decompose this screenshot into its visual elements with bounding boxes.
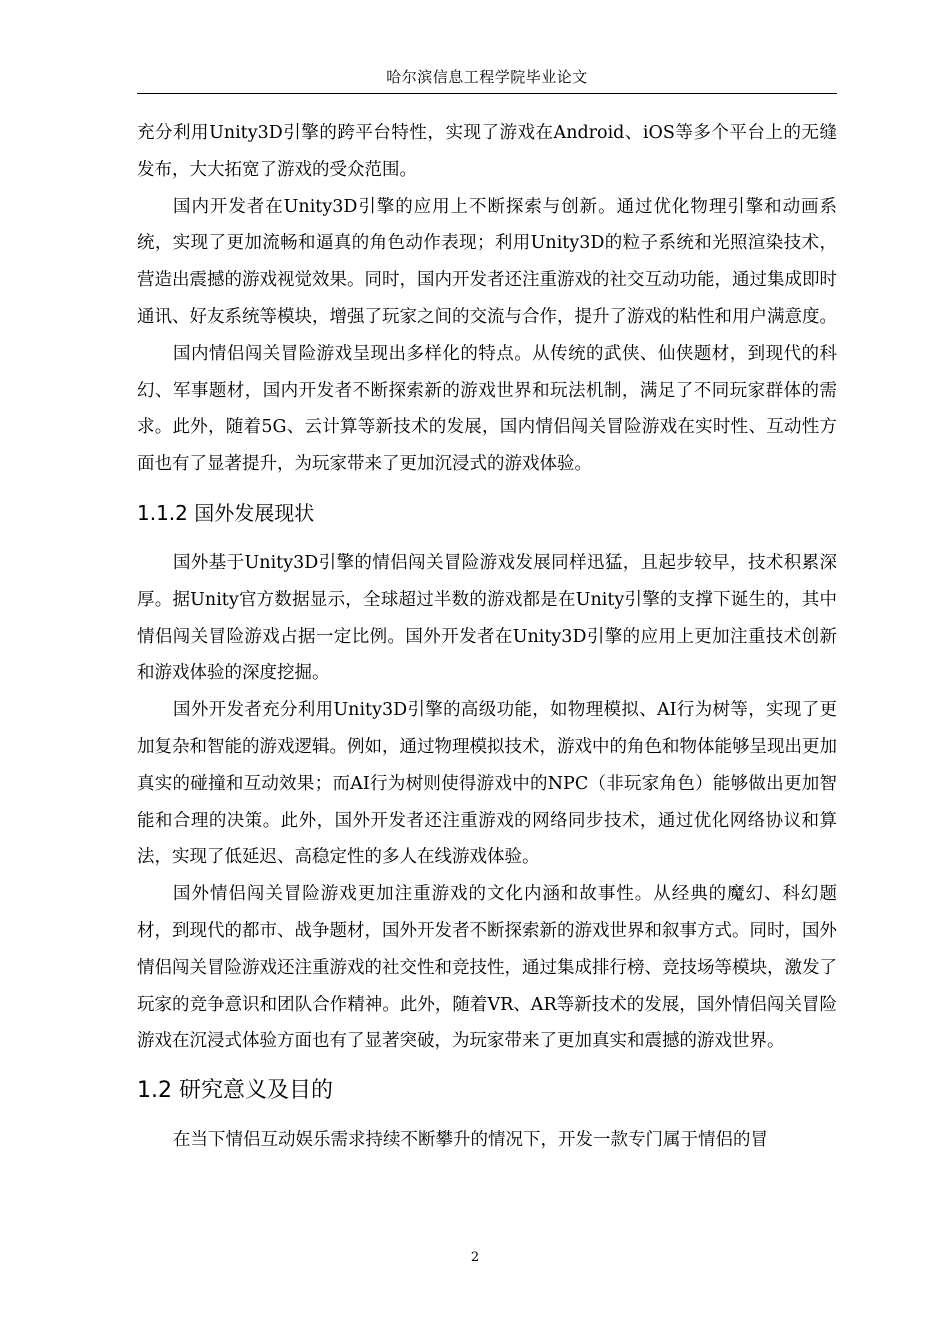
paragraph-foreign-culture: 国外情侣闯关冒险游戏更加注重游戏的文化内涵和故事性。从经典的魔幻、科幻题材，到现代的都市、战争题材，国外开发者不断探索新的游戏世界和叙事方式。同时，国外情侣闯关冒险游戏还注重游戏的社交性和竞技性，通过集成排行榜、竞技场等模块，激发了玩家的竞争意识和团队合作精神。此外，随着VR、AR等新技术的发展，国外情侣闯关冒险游戏在沉浸式体验方面也有了显著突破，为玩家带来了更加真实和震撼的游戏世界。 [137, 884, 837, 1052]
page-content [137, 115, 837, 1159]
paragraph-foreign-overview: 国外基于Unity3D引擎的情侣闯关冒险游戏发展同样迅猛，且起步较早，技术积累深厚。据Unity官方数据显示，全球超过半数的游戏都是在Unity引擎的支撑下诞生的，其中情侣闯关冒险游戏占据一定比例。国外开发者在Unity3D引擎的应用上更加注重技术创新和游戏体验的深度挖掘。 [137, 552, 837, 684]
paragraph-foreign-technology: 国外开发者充分利用Unity3D引擎的高级功能，如物理模拟、AI行为树等，实现了更加复杂和智能的游戏逻辑。例如，通过物理模拟技术，游戏中的角色和物体能够呈现出更加真实的碰撞和互动效果；而AI行为树则使得游戏中的NPC（非玩家角色）能够做出更加智能和合理的决策。此外，国外开发者还注重游戏的网络同步技术，通过优化网络协议和算法，实现了低延迟、高稳定性的多人在线游戏体验。 [137, 700, 837, 868]
paragraph-domestic-innovation: 国内开发者在Unity3D引擎的应用上不断探索与创新。通过优化物理引擎和动画系统，实现了更加流畅和逼真的角色动作表现；利用Unity3D的粒子系统和光照渲染技术，营造出震撼的游戏视觉效果。同时，国内开发者还注重游戏的社交互动功能，通过集成即时通讯、好友系统等模块，增强了玩家之间的交流与合作，提升了游戏的粘性和用户满意度。 [137, 196, 837, 327]
running-header: 哈尔滨信息工程学院毕业论文 [386, 68, 588, 86]
section-heading-1-1-2: 1.1.2 国外发展现状 [137, 500, 315, 525]
section-heading-1-2: 1.2 研究意义及目的 [137, 1078, 333, 1104]
paragraph-research-significance: 在当下情侣互动娱乐需求持续不断攀升的情况下，开发一款专门属于情侣的冒 [173, 1130, 768, 1151]
header-rule [137, 93, 837, 94]
page-number: 2 [470, 1250, 480, 1265]
paragraph-domestic-diversity: 国内情侣闯关冒险游戏呈现出多样化的特点。从传统的武侠、仙侠题材，到现代的科幻、军事题材，国内开发者不断探索新的游戏世界和玩法机制，满足了不同玩家群体的需求。此外，随着5G、云计算等新技术的发展，国内情侣闯关冒险游戏在实时性、互动性方面也有了显著提升，为玩家带来了更加沉浸式的游戏体验。 [137, 343, 837, 475]
paragraph-continuation: 充分利用Unity3D引擎的跨平台特性，实现了游戏在Android、iOS等多个平台上的无缝发布，大大拓宽了游戏的受众范围。 [137, 123, 837, 180]
